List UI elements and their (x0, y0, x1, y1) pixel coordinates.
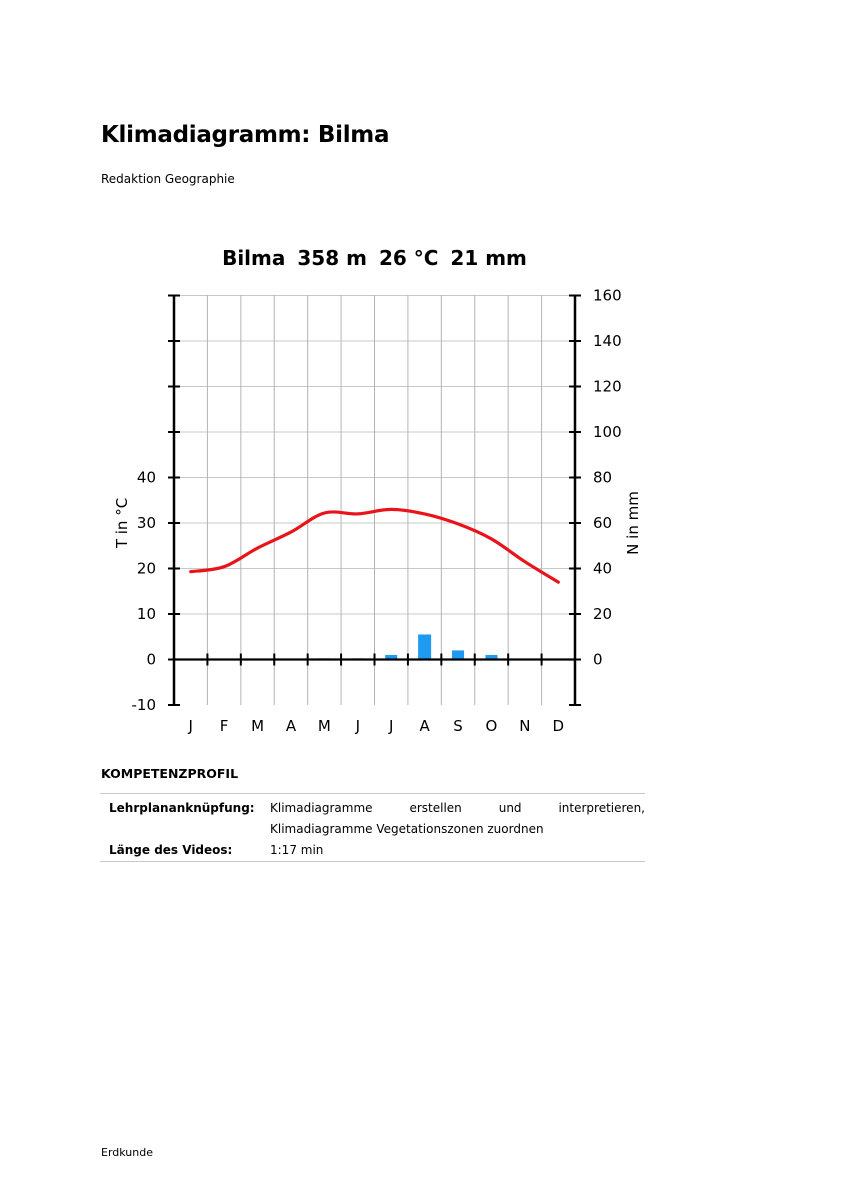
month-label: A (419, 717, 430, 735)
precipitation-tick-label: 100 (593, 423, 622, 441)
profile-label: Lehrplananknüpfung: (109, 801, 255, 815)
kompetenzprofil-table (100, 793, 645, 862)
page-title: Klimadiagramm: Bilma (101, 122, 390, 148)
precipitation-tick-label: 0 (593, 650, 603, 669)
chart-title-text (222, 246, 527, 270)
precipitation-tick-label: 40 (593, 559, 613, 578)
profile-value: 1:17 min (270, 843, 324, 857)
chart-title (222, 246, 527, 270)
month-label: M (317, 717, 331, 735)
month-label: D (552, 717, 565, 735)
precipitation-tick-label: 60 (593, 514, 613, 532)
kompetenzprofil-heading: KOMPETENZPROFIL (101, 766, 239, 781)
month-label: J (388, 717, 394, 735)
precipitation-axis-label: N in mm (624, 491, 642, 555)
chart-grid (174, 295, 575, 705)
temperature-tick-label: 30 (136, 514, 156, 532)
subtitle: Redaktion Geographie (101, 172, 235, 186)
month-label: M (251, 717, 265, 735)
temperature-tick-label: 0 (146, 650, 156, 669)
chart-title-part: Bilma (222, 246, 286, 270)
temperature-tick-label: 10 (136, 605, 156, 623)
month-label: A (285, 717, 297, 735)
month-label: J (355, 717, 361, 735)
profile-row-videolaenge (100, 840, 645, 861)
precipitation-tick-label: 80 (593, 468, 613, 487)
temperature-tick-label: 20 (136, 559, 156, 578)
month-label: J (188, 717, 193, 735)
chart-title-part: 21 mm (450, 246, 527, 270)
temperature-tick-label: 40 (136, 468, 156, 487)
footer-subject: Erdkunde (101, 1146, 153, 1159)
temperature-axis-label: T in °C (113, 497, 131, 549)
chart-title-part: 26 °C (378, 246, 439, 270)
precipitation-bar-9 (452, 650, 464, 659)
month-label: S (453, 717, 463, 735)
month-label: O (485, 717, 498, 735)
month-label: F (219, 717, 229, 735)
month-label: N (519, 717, 531, 735)
profile-label: Länge des Videos: (109, 843, 233, 857)
precipitation-tick-label: 160 (593, 286, 622, 305)
chart-title-part: 358 m (297, 246, 367, 270)
precipitation-bar-8 (418, 634, 431, 659)
climate-chart (0, 230, 849, 740)
temperature-tick-label: -10 (131, 696, 156, 714)
profile-value: Klimadiagramme erstellen und interpretieren, Klimadiagramme Vegetationszonen zuordnen (270, 801, 645, 836)
profile-row-lehrplan (100, 798, 645, 840)
precipitation-tick-label: 140 (593, 332, 622, 350)
precipitation-tick-label: 120 (593, 377, 622, 396)
precipitation-tick-label: 20 (593, 605, 613, 623)
